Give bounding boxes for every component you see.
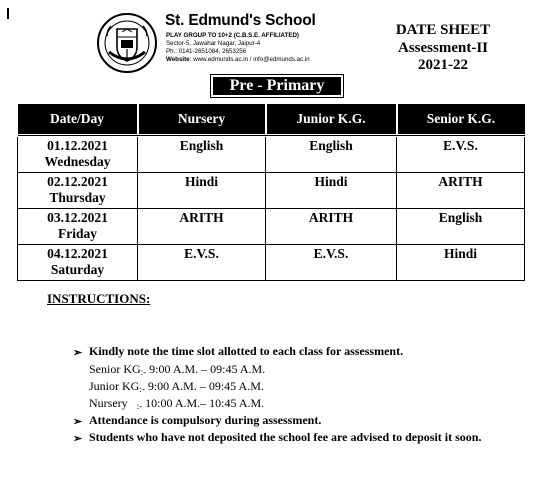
date-cell — [18, 245, 138, 281]
header-nursery: Nursery — [138, 104, 266, 136]
slot-class: Nursery — [89, 396, 137, 410]
junior-kg-cell: ARITH — [266, 209, 397, 245]
title-line-1: DATE SHEET — [395, 22, 491, 38]
senior-kg-cell: ARITH — [397, 173, 525, 209]
table-row — [18, 173, 525, 209]
school-website-line — [166, 56, 310, 64]
slot-time: 9:00 A.M. – 09:45 A.M. — [146, 362, 266, 376]
instructions-heading: INSTRUCTIONS: — [47, 291, 151, 306]
table-row — [18, 245, 525, 281]
school-crest-logo — [95, 12, 159, 74]
table-row — [18, 209, 525, 245]
instruction-item-1: Kindly note the time slot allotted to each class for assessment. — [89, 344, 404, 358]
time-slot-senior-kg — [89, 362, 265, 377]
nursery-cell: ARITH — [138, 209, 266, 245]
junior-kg-cell: E.V.S. — [266, 245, 397, 281]
nursery-cell: English — [138, 136, 266, 173]
slot-time: 10:00 A.M.– 10:45 A.M. — [142, 396, 265, 410]
school-website[interactable]: : www.edmunds.ac.in / info@edmunds.ac.in — [189, 56, 310, 63]
junior-kg-cell: English — [266, 136, 397, 173]
senior-kg-cell: E.V.S. — [397, 136, 525, 173]
school-phone: Ph.: 0141-2651084, 2653256 — [166, 48, 247, 55]
school-details — [166, 32, 310, 64]
date: 04.12.2021 — [47, 246, 108, 261]
junior-kg-cell: Hindi — [266, 173, 397, 209]
arrow-bullet-icon: ➢ — [73, 416, 83, 428]
date: 02.12.2021 — [47, 174, 108, 189]
section-label: Pre - Primary — [213, 77, 341, 95]
date-cell — [18, 136, 138, 173]
school-affiliation: PLAY GROUP TO 10+2 (C.B.S.E. AFFILIATED) — [166, 32, 299, 39]
date-cell — [18, 209, 138, 245]
slot-time: 9:00 A.M. – 09:45 A.M. — [144, 379, 264, 393]
day: Friday — [58, 226, 97, 241]
day: Wednesday — [44, 154, 111, 169]
slot-separator: :- — [140, 367, 147, 377]
nursery-cell: E.V.S. — [138, 245, 266, 281]
slot-separator: :- — [139, 384, 145, 394]
school-address: Sector-5, Jawahar Nagar, Jaipur-4 — [166, 40, 261, 47]
slot-separator: :- — [136, 401, 143, 411]
senior-kg-cell: Hindi — [397, 245, 525, 281]
text-cursor — [7, 8, 9, 19]
header-senior-kg: Senior K.G. — [397, 104, 525, 136]
instruction-item-2: Attendance is compulsory during assessment. — [89, 413, 322, 427]
date-cell — [18, 173, 138, 209]
date: 03.12.2021 — [47, 210, 108, 225]
header-junior-kg: Junior K.G. — [266, 104, 397, 136]
title-line-2: Assessment-II — [398, 39, 488, 56]
slot-class: Senior KG — [89, 362, 141, 376]
title-line-3: 2021-22 — [418, 57, 468, 73]
slot-class: Junior KG — [89, 379, 140, 393]
nursery-cell: Hindi — [138, 173, 266, 209]
arrow-bullet-icon: ➢ — [73, 433, 83, 445]
section-label-box — [210, 74, 344, 98]
date-sheet-title — [368, 22, 518, 75]
instruction-item-3: Students who have not deposited the school fee are advised to deposit it soon. — [89, 430, 482, 444]
school-name: St. Edmund's School — [165, 12, 316, 29]
day: Thursday — [49, 190, 106, 205]
senior-kg-cell: English — [397, 209, 525, 245]
date: 01.12.2021 — [47, 138, 108, 153]
table-row — [18, 136, 525, 173]
schedule-table — [17, 104, 525, 281]
arrow-bullet-icon: ➢ — [73, 347, 83, 359]
time-slot-nursery — [89, 396, 264, 411]
website-label: Website — [166, 56, 190, 63]
time-slot-junior-kg — [89, 379, 264, 394]
day: Saturday — [50, 262, 105, 277]
header-date-day: Date/Day — [18, 104, 138, 136]
table-header-row — [18, 104, 525, 136]
